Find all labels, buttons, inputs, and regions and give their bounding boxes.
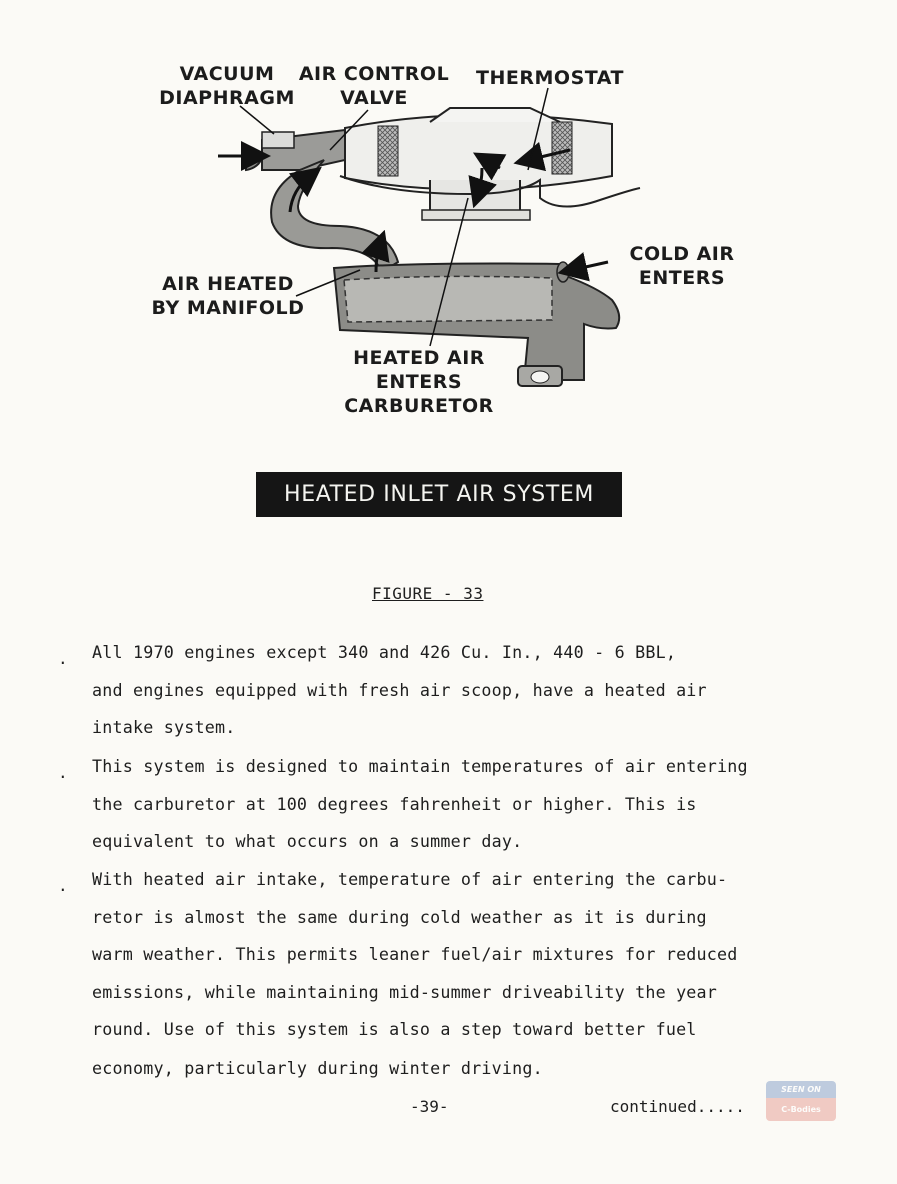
diagram-title-banner: HEATED INLET AIR SYSTEM xyxy=(256,472,622,517)
continued-note: continued..... xyxy=(610,1097,745,1116)
paragraph-line: intake system. xyxy=(92,717,236,737)
air-control-valve-label: AIR CONTROL VALVE xyxy=(298,63,450,109)
watermark-top-text: SEEN ON xyxy=(766,1081,836,1098)
air-heated-by-manifold-label: AIR HEATED BY MANIFOLD xyxy=(151,273,305,319)
paragraph-line: and engines equipped with fresh air scoop, have a heated air xyxy=(92,680,707,700)
thermostat-label: THERMOSTAT xyxy=(476,67,624,89)
paragraph-line: economy, particularly during winter driving. xyxy=(92,1058,543,1078)
heated-air-enters-carburetor-label: HEATED AIR ENTERS CARBURETOR xyxy=(344,347,494,417)
page-number: -39- xyxy=(410,1097,449,1116)
paragraph-line: With heated air intake, temperature of air entering the carbu- xyxy=(92,869,728,889)
paragraph-line: equivalent to what occurs on a summer day. xyxy=(92,831,523,851)
paragraph-line: round. Use of this system is also a step toward better fuel xyxy=(92,1019,697,1039)
cold-air-enters-label: COLD AIR ENTERS xyxy=(629,243,735,289)
paragraph-line: emissions, while maintaining mid-summer driveability the year xyxy=(92,982,718,1002)
paragraph-line: All 1970 engines except 340 and 426 Cu. In., 440 - 6 BBL, xyxy=(92,642,677,662)
watermark-logo xyxy=(766,1081,836,1121)
paragraph-line: the carburetor at 100 degrees fahrenheit or higher. This is xyxy=(92,794,697,814)
bullet-marker: . xyxy=(58,763,68,782)
bullet-marker: . xyxy=(58,876,68,895)
paragraph-line: warm weather. This permits leaner fuel/air mixtures for reduced xyxy=(92,944,738,964)
bullet-marker: . xyxy=(58,649,68,668)
vacuum-diaphragm-label: VACUUM DIAPHRAGM xyxy=(159,63,295,109)
watermark-bottom-text: C-Bodies xyxy=(766,1098,836,1121)
figure-caption: FIGURE - 33 xyxy=(372,584,484,603)
air-cleaner-housing xyxy=(345,108,612,220)
paragraph-line: This system is designed to maintain temperatures of air entering xyxy=(92,756,748,776)
paragraph-line: retor is almost the same during cold weather as it is during xyxy=(92,907,707,927)
